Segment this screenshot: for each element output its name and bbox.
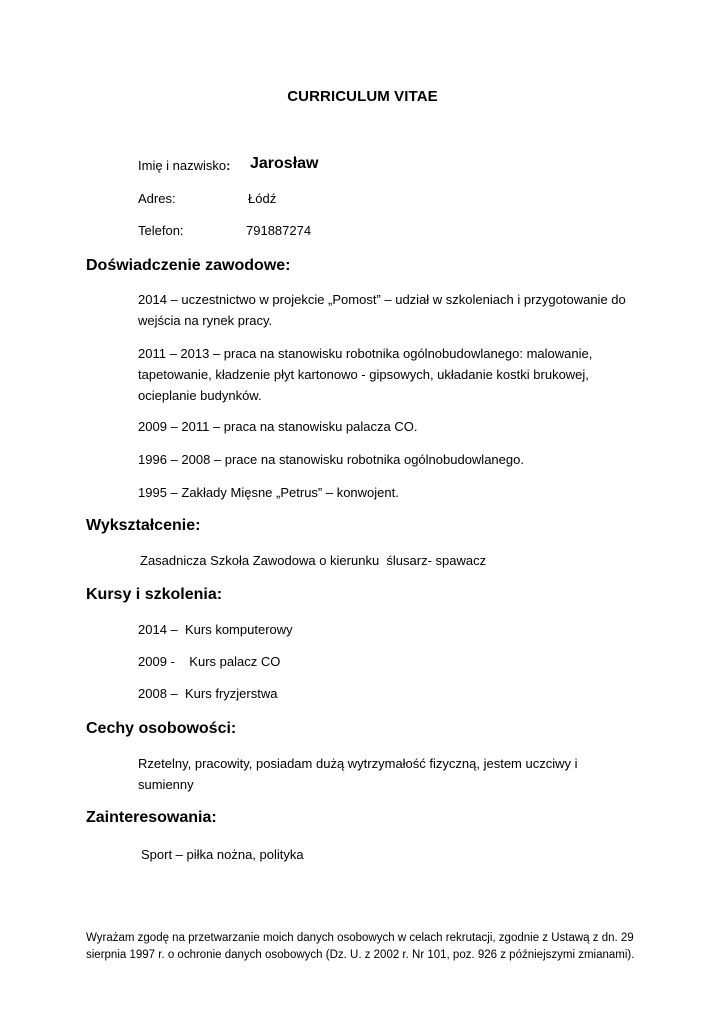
experience-item: 1996 – 2008 – prace na stanowisku robotnika ogólnobudowlanego. <box>138 452 524 467</box>
address-label: Adres: <box>138 191 176 206</box>
experience-item: 1995 – Zakłady Mięsne „Petrus” – konwojent. <box>138 485 399 500</box>
consent-clause: Wyrażam zgodę na przetwarzanie moich danych osobowych w celach rekrutacji, zgodnie z Ustawą z dn. 29 sierpnia 1997 r. o ochronie danych osobowych (Dz. U. z 2002 r. Nr 101, poz. 926 z późniejszymi zmianami). <box>86 932 635 961</box>
phone-label: Telefon: <box>138 223 184 238</box>
phone-value: 791887274 <box>246 223 312 238</box>
document-title: CURRICULUM VITAE <box>287 88 438 105</box>
experience-item: 2014 – uczestnictwo w projekcie „Pomost” – udział w szkoleniach i przygotowanie do wejścia na rynek pracy. <box>138 292 626 328</box>
education-heading: Wykształcenie: <box>86 517 201 534</box>
course-item: 2014 – Kurs komputerowy <box>138 622 293 637</box>
address-value: Łódź <box>248 191 277 206</box>
courses-heading: Kursy i szkolenia: <box>86 586 223 603</box>
name-label-row <box>138 158 230 173</box>
interests-text: Sport – piłka nożna, polityka <box>141 847 304 862</box>
name-value: Jarosław <box>250 155 319 172</box>
education-text: Zasadnicza Szkoła Zawodowa o kierunku ślusarz- spawacz <box>140 553 487 568</box>
interests-heading: Zainteresowania: <box>86 809 217 826</box>
experience-heading: Doświadczenie zawodowe: <box>86 257 291 274</box>
experience-item: 2011 – 2013 – praca na stanowisku robotnika ogólnobudowlanego: malowanie, tapetowanie, kładzenie płyt kartonowo - gipsowych, układanie kostki brukowej, ocieplanie budynków. <box>138 346 593 403</box>
traits-text: Rzetelny, pracowity, posiadam dużą wytrzymałość fizyczną, jestem uczciwy i sumienny <box>138 756 578 792</box>
name-label-colon: : <box>226 158 231 173</box>
traits-heading: Cechy osobowości: <box>86 720 237 737</box>
course-item: 2008 – Kurs fryzjerstwa <box>138 686 278 701</box>
name-label: Imię i nazwisko <box>138 158 227 173</box>
experience-item: 2009 – 2011 – praca na stanowisku palacza CO. <box>138 419 418 434</box>
course-item: 2009 - Kurs palacz CO <box>138 654 281 669</box>
